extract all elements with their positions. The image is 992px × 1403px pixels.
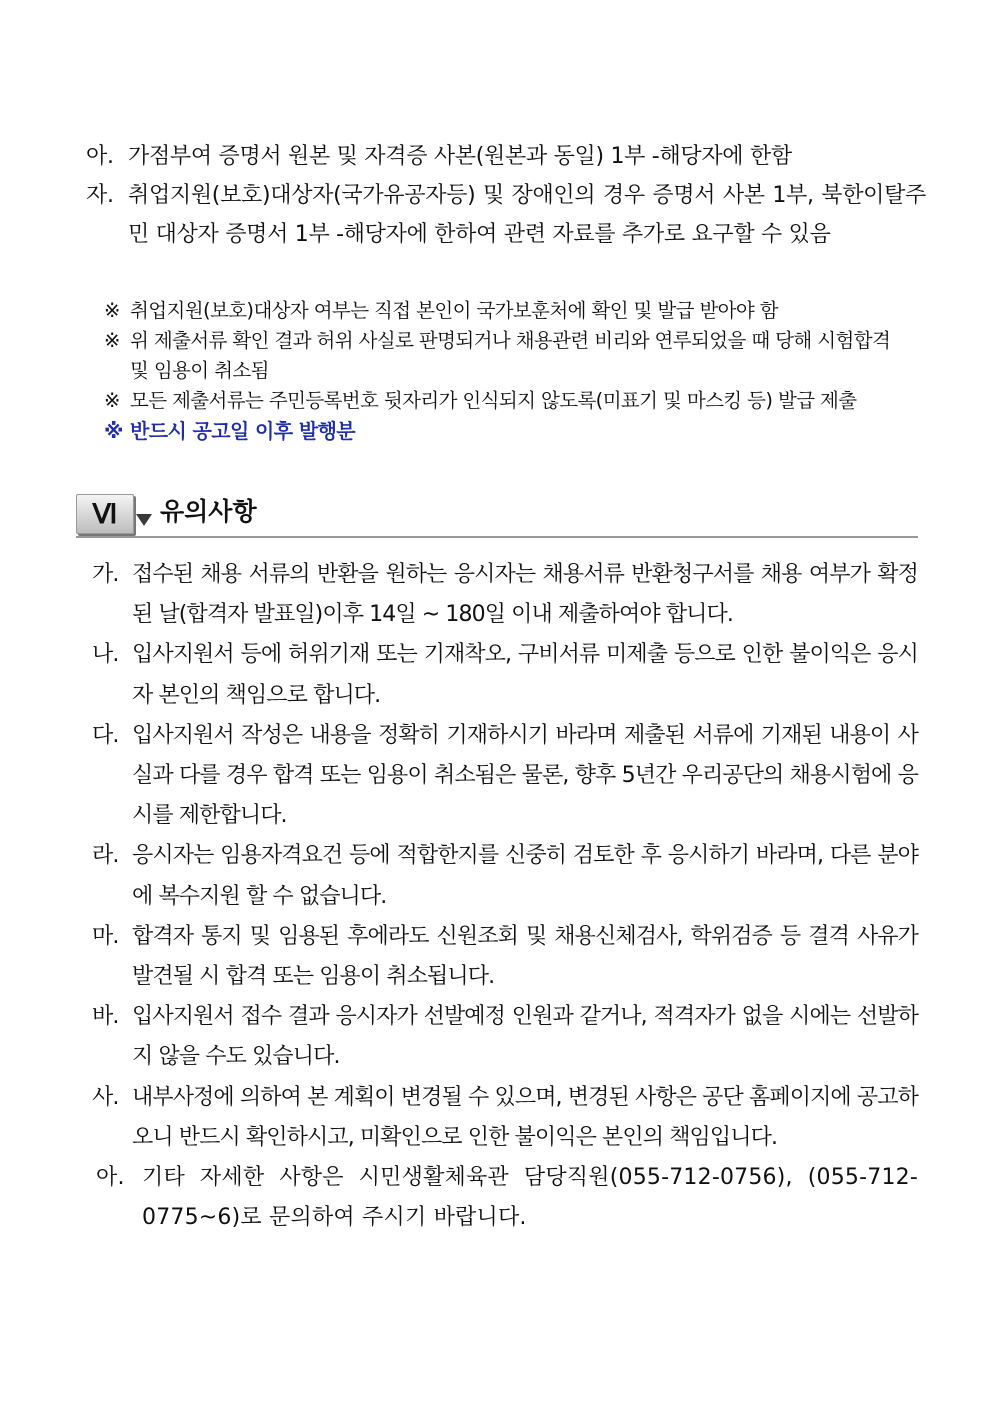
notes-list: [104, 296, 894, 446]
list-item: [92, 1158, 918, 1238]
item-text: 응시자는 임용자격요건 등에 적합한지를 신중히 검토한 후 응시하기 바라며, 다른 분야에 복수지원 할 수 없습니다.: [132, 843, 918, 909]
note-mark: ※: [104, 299, 120, 322]
item-marker: 마.: [92, 923, 119, 949]
item-marker: 가.: [92, 562, 119, 587]
list-item: [92, 716, 918, 837]
note-mark: ※: [104, 389, 120, 412]
item-marker: 라.: [92, 843, 119, 869]
item-marker: 아.: [96, 1165, 125, 1191]
item-text: 합격자 통지 및 임용된 후에라도 신원조회 및 채용신체검사, 학위검증 등 결격 사유가 발견될 시 합격 또는 임용이 취소됩니다.: [132, 923, 918, 990]
note-item: [104, 386, 894, 416]
item-text: 취업지원(보호)대상자(국가유공자등) 및 장애인의 경우 증명서 사본 1부, 북한이탈주민 대상자 증명서 1부 -해당자에 한하여 관련 자료를 추가로 요구할 수 있음: [128, 183, 926, 247]
item-text: 가점부여 증명서 원본 및 자격증 사본(원본과 동일) 1부 -해당자에 한함: [128, 144, 792, 169]
note-text: 취업지원(보호)대상자 여부는 직접 본인이 국가보훈처에 확인 및 발급 받아야 함: [130, 299, 778, 322]
item-marker: 다.: [92, 722, 119, 748]
note-item: [104, 296, 894, 326]
list-item: [92, 836, 918, 916]
note-mark: ※: [104, 329, 120, 352]
item-marker: 나.: [92, 642, 119, 668]
list-item: [92, 555, 918, 635]
section-title: 유의사항: [160, 497, 257, 526]
triangle-arrow-icon: [136, 514, 152, 526]
item-text: 입사지원서 등에 허위기재 또는 기재착오, 구비서류 미제출 등으로 인한 불이익은 응시자 본인의 책임으로 합니다.: [132, 642, 918, 708]
note-mark: ※: [104, 419, 123, 443]
note-item-emphasis: [104, 416, 894, 446]
item-text: 내부사정에 의하여 본 계획이 변경될 수 있으며, 변경된 사항은 공단 홈페이지에 공고하오니 반드시 확인하시고, 미확인으로 인한 불이익은 본인의 책임입니다.: [132, 1084, 918, 1150]
note-item: [104, 326, 894, 386]
list-item: [92, 997, 918, 1077]
section-header: [76, 492, 918, 538]
list-item: [86, 137, 926, 176]
list-item: [92, 917, 918, 997]
notice-list: [92, 555, 918, 1238]
item-text: 기타 자세한 사항은 시민생활체육관 담당직원(055-712-0756), (055-712-0775~6)로 문의하여 주시기 바랍니다.: [142, 1165, 918, 1231]
item-text: 접수된 채용 서류의 반환을 원하는 응시자는 채용서류 반환청구서를 채용 여부가 확정된 날(합격자 발표일)이후 14일 ~ 180일 이내 제출하여야 합니다.: [132, 562, 918, 628]
note-text: 반드시 공고일 이후 발행분: [130, 419, 356, 443]
requirements-list: [86, 137, 926, 254]
item-text: 입사지원서 작성은 내용을 정확히 기재하시기 바라며 제출된 서류에 기재된 내용이 사실과 다를 경우 합격 또는 임용이 취소됨은 물론, 향후 5년간 우리공단의 채용시험에 응시를 제한합니다.: [132, 722, 918, 829]
section-divider: [76, 536, 918, 538]
item-marker: 아.: [86, 144, 114, 169]
list-item: [92, 635, 918, 715]
item-marker: 자.: [86, 183, 114, 208]
item-marker: 사.: [92, 1084, 119, 1110]
item-marker: 바.: [92, 1004, 119, 1030]
item-text: 입사지원서 접수 결과 응시자가 선발예정 인원과 같거나, 적격자가 없을 시에는 선발하지 않을 수도 있습니다.: [132, 1004, 918, 1070]
list-item: [86, 176, 926, 254]
list-item: [92, 1078, 918, 1158]
section-number-badge: Ⅵ: [76, 494, 134, 534]
note-text: 위 제출서류 확인 결과 허위 사실로 판명되거나 채용관련 비리와 연루되었을 때 당해 시험합격 및 임용이 취소됨: [130, 329, 891, 382]
note-text: 모든 제출서류는 주민등록번호 뒷자리가 인식되지 않도록(미표기 및 마스킹 등) 발급 제출: [130, 389, 857, 412]
